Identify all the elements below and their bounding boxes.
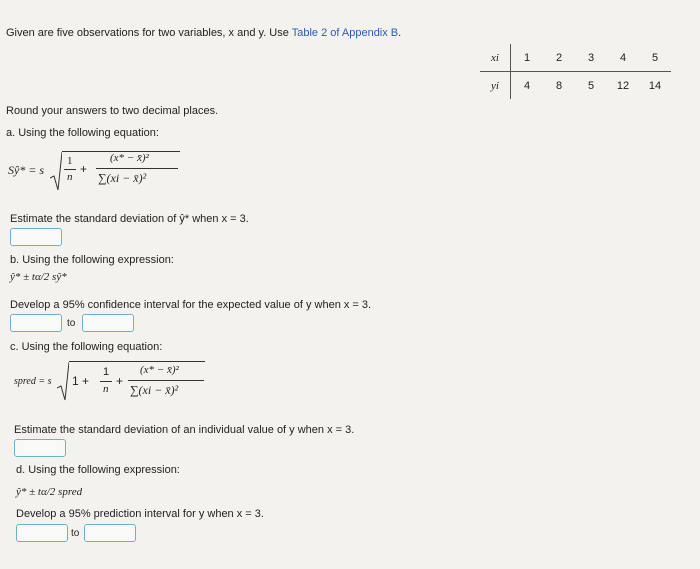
part-c-one: 1 xyxy=(103,366,110,378)
y-value: 12 xyxy=(616,79,630,92)
part-c-sqrt-sign xyxy=(57,362,69,402)
part-a-frac-line-2 xyxy=(96,168,178,169)
part-c-sqrt-bar xyxy=(69,361,205,362)
observations-table xyxy=(480,44,671,99)
part-d-to-label: to xyxy=(71,528,80,539)
part-d-lower-input[interactable] xyxy=(16,524,68,542)
part-a-formula-lhs: Sŷ* = s xyxy=(8,163,45,177)
y-value: 5 xyxy=(587,79,595,92)
part-c-frac-line-1 xyxy=(100,381,112,382)
part-a-sqrt-sign xyxy=(50,152,62,192)
part-b-question: Develop a 95% confidence interval for the expected value of y when x = 3. xyxy=(10,299,372,311)
part-a-frac-line-1 xyxy=(64,169,76,170)
part-c-numerator: (x* − x̄)² xyxy=(140,364,179,376)
y-value: 8 xyxy=(555,79,563,92)
part-c-frac-line-2 xyxy=(128,380,204,381)
part-a-denominator: ∑(xi − x̄)² xyxy=(98,171,147,185)
intro-text xyxy=(6,26,401,40)
part-a-numerator: (x* − x̄)² xyxy=(110,152,149,164)
part-c-answer-input[interactable] xyxy=(14,439,66,457)
part-c-n: n xyxy=(103,383,109,395)
part-c-one-plus: 1 + xyxy=(72,374,90,388)
x-row xyxy=(480,44,671,72)
round-note: Round your answers to two decimal places. xyxy=(6,105,219,117)
part-a-one: 1 xyxy=(67,155,73,167)
appendix-table-link[interactable]: Table 2 of Appendix B xyxy=(291,27,399,39)
y-value: 4 xyxy=(523,79,531,92)
part-c-question: Estimate the standard deviation of an individual value of y when x = 3. xyxy=(14,424,355,436)
x-value: 4 xyxy=(607,44,639,72)
part-d-label: d. Using the following expression: xyxy=(16,464,180,476)
part-b-upper-input[interactable] xyxy=(82,314,134,332)
x-value: 2 xyxy=(543,44,575,72)
part-b-lower-input[interactable] xyxy=(10,314,62,332)
part-c-plus: + xyxy=(116,374,124,388)
part-b-to-label: to xyxy=(67,318,76,329)
intro-sentence: Given are five observations for two variables, x and y. Use xyxy=(6,27,289,39)
part-c-formula-lhs: spred = s xyxy=(14,376,52,387)
part-b-label: b. Using the following expression: xyxy=(10,254,174,266)
part-c-denominator: ∑(xi − x̄)² xyxy=(130,383,179,397)
part-d-upper-input[interactable] xyxy=(84,524,136,542)
part-a-n: n xyxy=(67,171,73,183)
part-d-expression: ŷ* ± tα/2 spred xyxy=(16,486,83,498)
part-a-answer-input[interactable] xyxy=(10,228,62,246)
y-row xyxy=(480,72,671,100)
part-b-expression: ŷ* ± tα/2 sŷ* xyxy=(10,271,67,283)
part-a-label: a. Using the following equation: xyxy=(6,127,159,139)
x-value: 3 xyxy=(575,44,607,72)
part-c-label: c. Using the following equation: xyxy=(10,341,163,353)
part-d-question: Develop a 95% prediction interval for y when x = 3. xyxy=(16,508,264,520)
y-value: 14 xyxy=(648,79,662,92)
x-header: xi xyxy=(480,44,511,72)
x-value: 1 xyxy=(511,44,544,72)
part-a-question: Estimate the standard deviation of ŷ* when x = 3. xyxy=(10,213,249,225)
y-header: yi xyxy=(480,72,511,100)
part-a-plus: + xyxy=(80,162,88,176)
intro-end: . xyxy=(398,27,402,39)
x-value: 5 xyxy=(639,44,671,72)
